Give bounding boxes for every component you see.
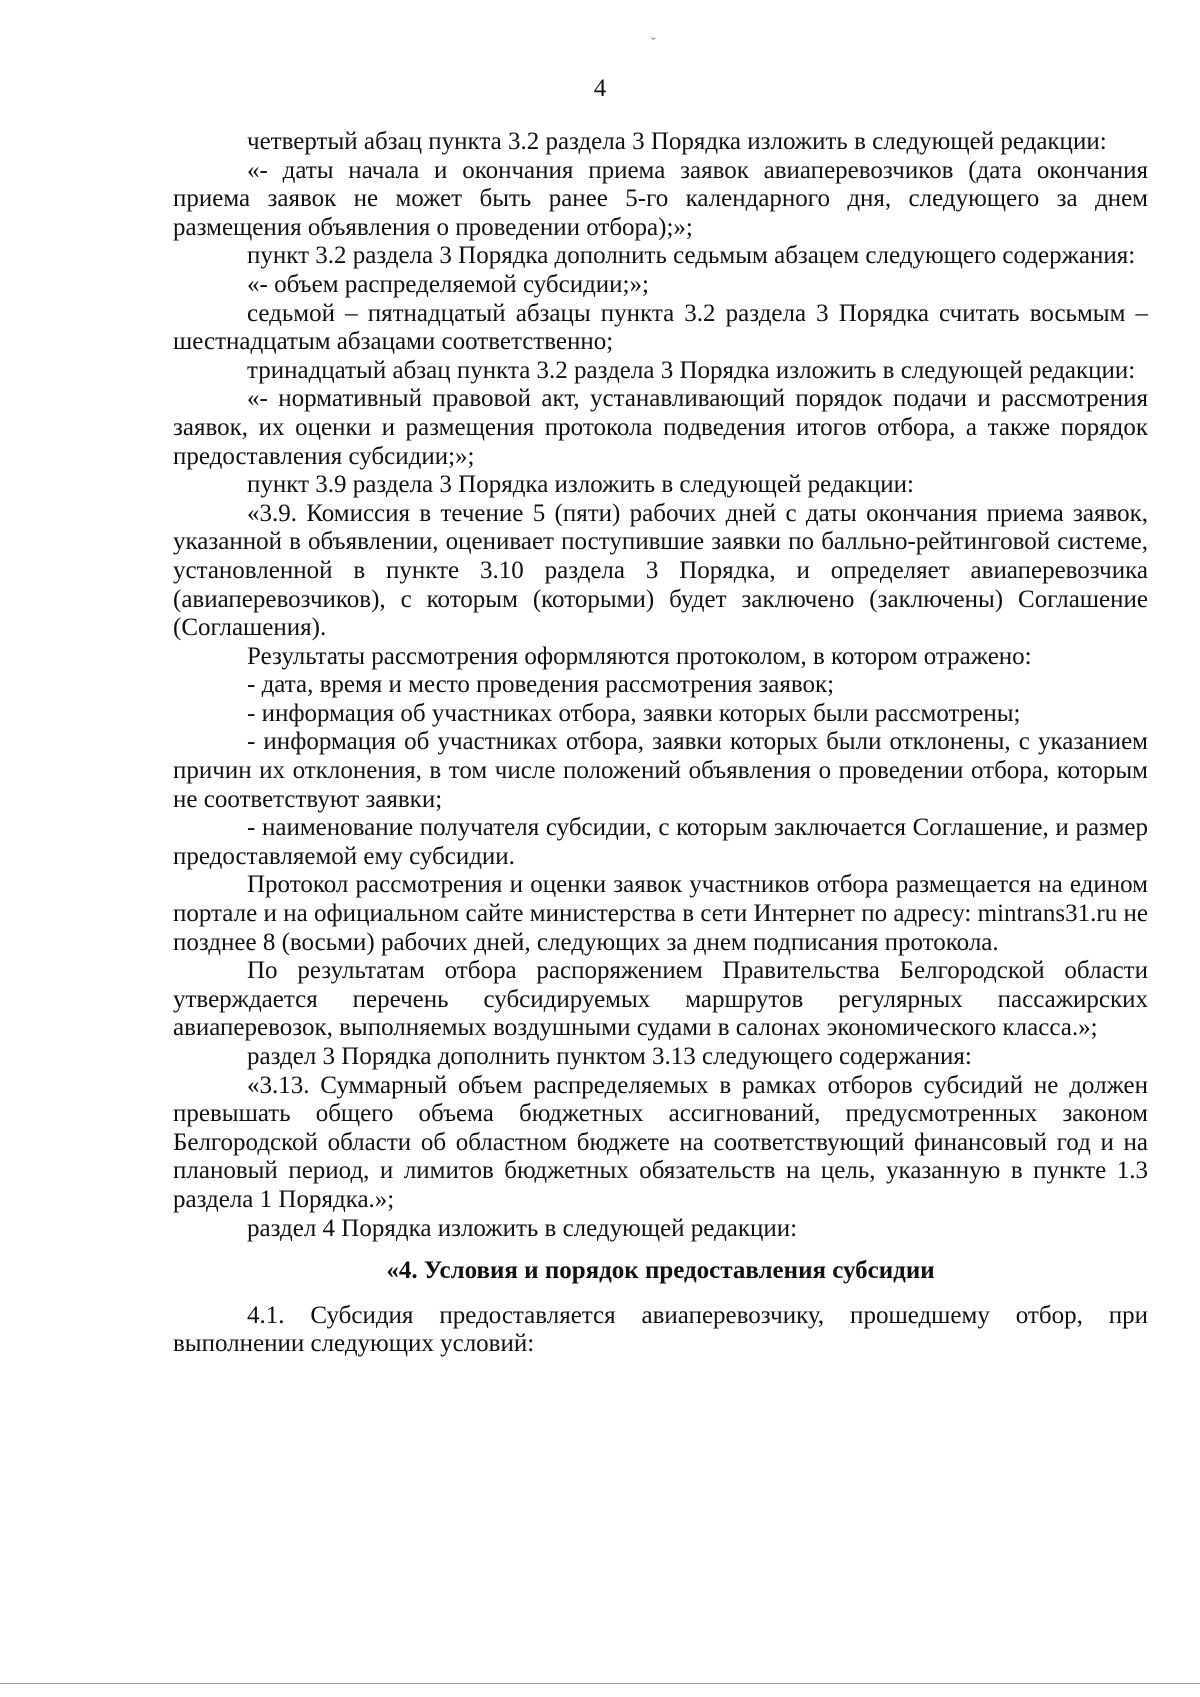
paragraph: седьмой – пятнадцатый абзацы пункта 3.2 раздела 3 Порядка считать восьмым – шестнадцатым абзацами соответственно; bbox=[173, 299, 1148, 356]
paragraph: тринадцатый абзац пункта 3.2 раздела 3 Порядка изложить в следующей редакции: bbox=[247, 356, 1136, 384]
list-item: - наименование получателя субсидии, с которым заключается Соглашение, и размер предоставляемой ему субсидии. bbox=[173, 814, 1148, 870]
paragraph: Протокол рассмотрения и оценки заявок участников отбора размещается на едином портале и на официальном сайте министерства в сети Интернет по адресу: mintrans31.ru не позднее 8 (восьми) рабочих дней, следующих за днем подписания протокола. bbox=[173, 871, 1148, 956]
paragraph: «- нормативный правовой акт, устанавливающий порядок подачи и рассмотрения заявок, их оценки и размещения протокола подведения итогов отбора, а также порядок предоставления субсидии;»; bbox=[173, 385, 1148, 470]
paragraph: четвертый абзац пункта 3.2 раздела 3 Порядка изложить в следующей редакции: bbox=[247, 128, 1107, 155]
scan-speck: ˇ bbox=[651, 36, 656, 51]
page-number: 4 bbox=[593, 75, 607, 102]
list-item: - информация об участниках отбора, заявки которых были отклонены, с указанием причин их отклонения, в том числе положений объявления о проведении отбора, которым не соответствуют заявки; bbox=[173, 728, 1148, 813]
list-item: - информация об участниках отбора, заявки которых были рассмотрены; bbox=[247, 699, 1021, 727]
list-item: - дата, время и место проведения рассмотрения заявок; bbox=[247, 671, 835, 699]
paragraph: пункт 3.2 раздела 3 Порядка дополнить седьмым абзацем следующего содержания: bbox=[247, 242, 1136, 270]
paragraph: пункт 3.9 раздела 3 Порядка изложить в следующей редакции: bbox=[247, 471, 914, 499]
paragraph: Результаты рассмотрения оформляются протоколом, в котором отражено: bbox=[247, 642, 1032, 670]
paragraph: «- объем распределяемой субсидии;»; bbox=[247, 270, 649, 298]
scan-edge-line bbox=[0, 1683, 1200, 1684]
section-heading: «4. Условия и порядок предоставления субсидии bbox=[386, 1257, 935, 1285]
paragraph: 4.1. Субсидия предоставляется авиаперевозчику, прошедшему отбор, при выполнении следующих условий: bbox=[173, 1301, 1148, 1358]
paragraph: «3.9. Комиссия в течение 5 (пяти) рабочих дней с даты окончания приема заявок, указанной в объявлении, оценивает поступившие заявки по балльно-рейтинговой системе, установленной в пункте 3.10 раздела 3 Порядка, и определяет авиаперевозчика (авиаперевозчиков), с которым (которыми) будет заключено (заключены) Соглашение (Соглашения). bbox=[173, 499, 1148, 642]
paragraph: раздел 3 Порядка дополнить пунктом 3.13 следующего содержания: bbox=[247, 1043, 972, 1070]
document-body bbox=[173, 128, 1148, 1359]
paragraph: «3.13. Суммарный объем распределяемых в рамках отборов субсидий не должен превышать общего объема бюджетных ассигнований, предусмотренных законом Белгородской области об областном бюджете на соответствующий финансовый год и на плановый период, и лимитов бюджетных обязательств на цель, указанную в пункте 1.3 раздела 1 Порядка.»; bbox=[173, 1071, 1148, 1213]
paragraph: раздел 4 Порядка изложить в следующей редакции: bbox=[247, 1214, 798, 1242]
paragraph: По результатам отбора распоряжением Правительства Белгородской области утверждается перечень субсидируемых маршрутов регулярных пассажирских авиаперевозок, выполняемых воздушными судами в салонах экономического класса.»; bbox=[173, 957, 1148, 1042]
paragraph: «- даты начала и окончания приема заявок авиаперевозчиков (дата окончания приема заявок не может быть ранее 5-го календарного дня, следующего за днем размещения объявления о проведении отбора);»; bbox=[173, 156, 1148, 241]
